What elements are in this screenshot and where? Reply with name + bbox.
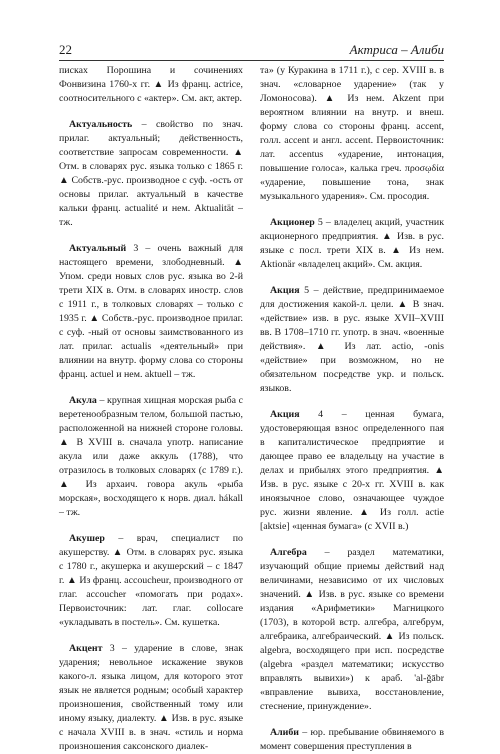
dictionary-entry (59, 242, 243, 382)
page-number: 22 (59, 42, 72, 57)
entry-headword: Акцент (69, 643, 103, 654)
entry-text: – врач, специалист по акушерству. ▲ Отм. в словарях рус. языка с 1780 г., акушерка и акушерский – с 1847 г. ▲ Из франц. accoucheur, производного от глаг. accoucher «помогать при родах». Первоисточник: лат. глаг. collocare «укладывать в постель». См. кушетка. (59, 533, 243, 628)
right-column (260, 64, 444, 752)
dictionary-entry (59, 532, 243, 630)
entry-headword: Акция (270, 409, 300, 420)
page-header (59, 40, 444, 61)
entry-headword: Акула (69, 395, 97, 406)
dictionary-entry (59, 394, 243, 520)
entry-text: 3 – ударение в слове, знак ударения; невольное искажение звуков какого-л. языка лицом, для которого этот язык не является родным; особый характер произношения, свойственный тому или иному языку, диалекту. ▲ Изв. в рус. языке с начала XVIII в. в знач. «стиль и норма произношения саксонского диалек- (59, 643, 243, 752)
entry-text: писках Порошина и сочинениях Фонвизина 1760-х гг. ▲ Из франц. actrice, соотносительного с «актер». См. акт, актер. (59, 65, 243, 104)
text-columns (59, 64, 444, 752)
dictionary-entry (260, 216, 444, 272)
dictionary-entry (59, 118, 243, 230)
entry-text: – крупная хищная морская рыба с веретенообразным телом, большой пастью, расположенной на нижней стороне головы. ▲ В XVIII в. сначала употр. написание акула или даже аккуль (1788), что отразилось в толковых словарях (с 1789 г.). ▲ Из архаич. говора акуль «рыба морская», восходящего к норв. диал. hákall – тж. (59, 395, 243, 518)
dictionary-entry (260, 408, 444, 534)
dictionary-entry (59, 64, 243, 106)
entry-headword: Алиби (270, 727, 299, 738)
dictionary-entry (260, 726, 444, 754)
entry-text: 5 – действие, предпринимаемое для достижения какой-л. цели. ▲ В знач. «действие» изв. в рус. языке XVII–XVIII вв. В 1708–1710 гг. употр. в знач. «военные действия». ▲ Из лат. actio, -onis «действие» при возможном, но не обязательном посредстве укр. и польск. языков. (260, 285, 444, 394)
entry-text: 5 – владелец акций, участник акционерного предприятия. ▲ Изв. в рус. языке с посл. трети XIX в. ▲ Из нем. Aktionär «владелец акций». См. акция. (260, 217, 444, 270)
entry-headword: Актуальный (69, 243, 127, 254)
entry-text: – юр. пребывание обвиняемого в момент совершения преступления в (260, 727, 444, 752)
entry-text: 3 – очень важный для настоящего времени, злободневный. ▲ Упом. среди новых слов рус. языка во 2-й трети XIX в. Отм. в словарях иностр. слов с 1911 г., в толковых словарях – только с 1935 г. ▲ Собств.-рус. производное прилаг. с суф. -ный от основы заимствованного из лат. прилаг. actualis «деятельный» при влиянии на внутр. форму слова со стороны франц. actuel и нем. aktuell – тж. (59, 243, 243, 380)
entry-headword: Алгебра (270, 547, 307, 558)
entry-text: – свойство по знач. прилаг. актуальный; действенность, соответствие запросам современности. ▲ Отм. в словарях рус. языка только с 1865 г. ▲ Собств.-рус. производное с суф. -ость от основы прилаг. актуальный в качестве кальки франц. actualité и нем. Aktualität – тж. (59, 119, 243, 228)
dictionary-entry (59, 642, 243, 754)
entry-text: 4 – ценная бумага, удостоверяющая взнос определенного пая в капиталистическое предприятие и дающее право ее владельцу на участие в делах и прибылях этого предприятия. ▲ Изв. в рус. языке с 20-х гг. XVIII в. как иноязычное слово, означающее чуждое рус. жизни явление. ▲ Из голл. actie [aktsie] «ценная бумага» (с XVII в.) (260, 409, 444, 532)
entry-headword: Актуальность (69, 119, 133, 130)
entry-headword: Акционер (270, 217, 315, 228)
running-head: Актриса – Алиби (349, 42, 444, 57)
dictionary-entry (260, 546, 444, 714)
entry-headword: Акушер (69, 533, 105, 544)
dictionary-entry (260, 64, 444, 204)
entry-text: – раздел математики, изучающий общие приемы действий над величинами, независимо от их числовых значений. ▲ Изв. в рус. языке со времени издания «Арифметики» Магницкого (1703), в которой встр. алгебра, алгебрум, алгебраика, алгебраический. ▲ Из польск. algebra, восходящего при исп. посредстве (algebra «раздел математики; искусство вправлять вывихи») к араб. 'al-ǧābr «вправление вывиха, восстановление, стеснение, принуждение». (260, 547, 444, 712)
dictionary-entry (260, 284, 444, 396)
entry-headword: Акция (270, 285, 300, 296)
entry-text: та» (у Куракина в 1711 г.), с сер. XVIII в. в знач. «словарное ударение» (так у Ломоносова). ▲ Из нем. Akzent при вероятном влиянии на внутр. и внеш. форму слова со стороны франц. accent, голл. accent и англ. accent. Первоисточник: лат. accentus «ударение, интонация, повышение голоса», калька греч. προσῳδία «ударение, повышение тона, знак музыкального ударения». См. просодия. (260, 65, 444, 202)
left-column (59, 64, 243, 752)
